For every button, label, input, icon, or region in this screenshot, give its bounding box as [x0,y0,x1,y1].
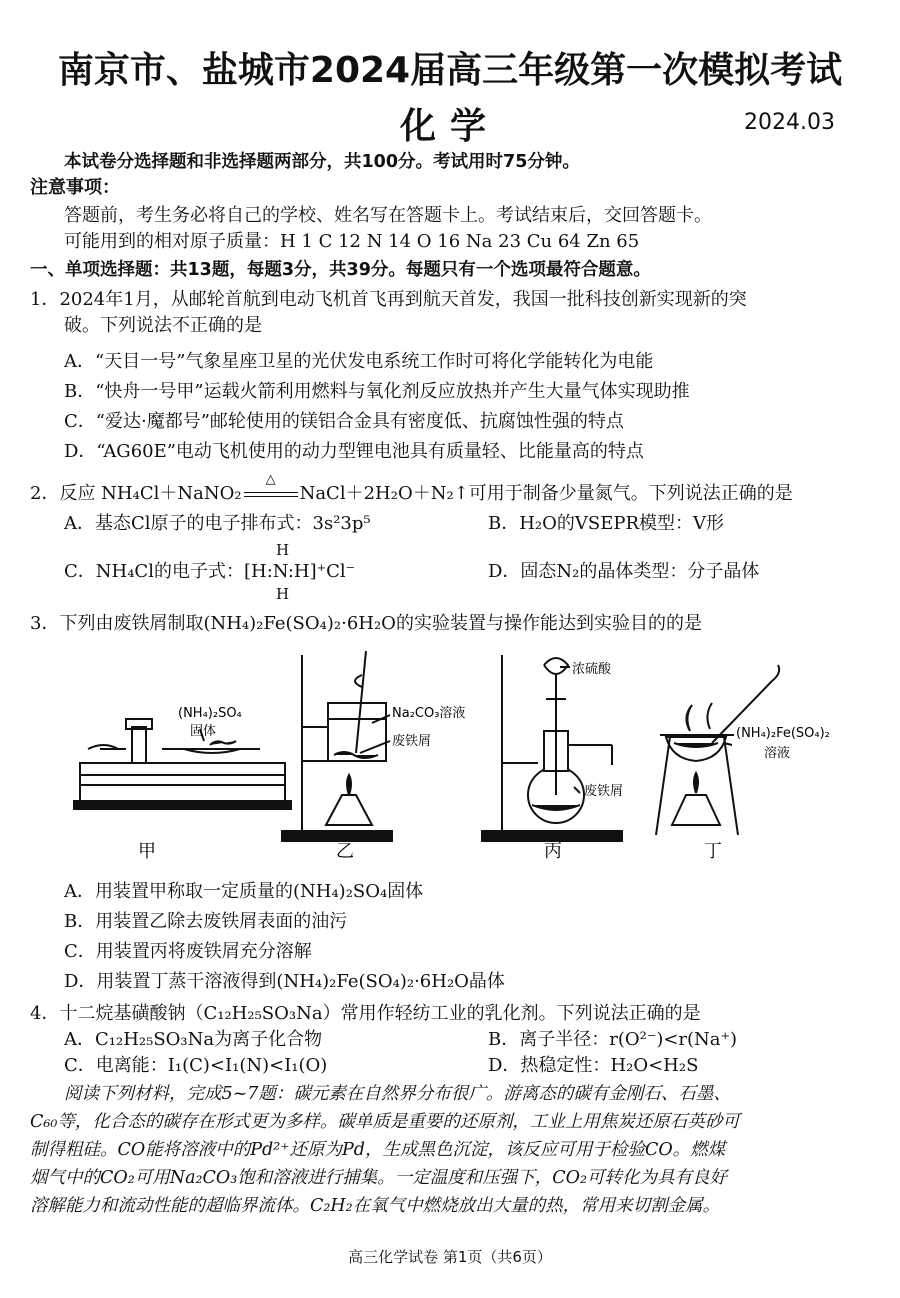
exam-title: 南京市、盐城市2024届高三年级第一次模拟考试 [57,50,843,91]
material-line-2: C₆₀等，化合态的碳存在形式更为多样。碳单质是重要的还原剂，工业上用焦炭还原石英砂可 [30,1112,740,1132]
ding-label-1: (NH₄)₂Fe(SO₄)₂ [736,726,830,741]
q1-option-b: B．“快舟一号甲”运载火箭利用燃料与氧化剂反应放热并产生大量气体实现助推 [64,381,690,402]
q3-option-c: C．用装置丙将废铁屑充分溶解 [64,941,312,962]
formula-top-h: H [275,541,290,559]
q2-option-d: D．固态N₂的晶体类型：分子晶体 [488,561,760,582]
intro-text: 本试卷分选择题和非选择题两部分，共100分。考试用时75分钟。 [64,152,580,172]
q2-reaction-arrow [242,472,300,506]
bing-label-2: 废铁屑 [584,784,624,799]
q1-option-d: D．“AG60E”电动飞机使用的动力型锂电池具有质量轻、比能量高的特点 [64,441,644,462]
q2-option-c-label: C．NH₄Cl的电子式： [64,561,244,582]
formula-main: [H:N:H]⁺Cl⁻ [243,561,356,582]
q1-option-a: A．“天目一号”气象星座卫星的光伏发电系统工作时可将化学能转化为电能 [64,351,654,372]
jia-label-1: (NH₄)₂SO₄ [178,706,242,721]
ding-label-2: 溶液 [764,746,791,761]
q2-option-a: A．基态Cl原子的电子排布式：3s²3p⁵ [64,513,371,534]
q2-stem [30,472,793,506]
apparatus-figure [60,645,860,865]
formula-bottom-h: H [275,585,290,603]
yi-label-1: Na₂CO₃溶液 [392,706,466,721]
q3-option-a: A．用装置甲称取一定质量的(NH₄)₂SO₄固体 [64,881,424,902]
subject-title: 化学 [399,106,500,147]
q1-stem-line2: 破。下列说法不正确的是 [64,315,262,336]
q1-option-c: C．“爱达·魔都号”邮轮使用的镁铝合金具有密度低、抗腐蚀性强的特点 [64,411,624,432]
notice-item-2: 可能用到的相对原子质量：H 1 C 12 N 14 O 16 Na 23 Cu 64 Zn 65 [64,231,640,252]
exam-date: 2024.03 [744,110,835,135]
material-line-4: 烟气中的CO₂可用Na₂CO₃饱和溶液进行捕集。一定温度和压强下，CO₂可转化为具有良好 [30,1168,728,1188]
q3-option-b: B．用装置乙除去废铁屑表面的油污 [64,911,348,932]
material-line-1: 阅读下列材料，完成5~7题：碳元素在自然界分布很广。游离态的碳有金刚石、石墨、 [64,1084,731,1104]
electron-formula [243,541,356,603]
evaporating-apparatus-ding [656,665,779,835]
yi-name: 乙 [336,841,354,862]
flask-apparatus-bing [482,655,622,841]
q3-stem: 3．下列由废铁屑制取(NH₄)₂Fe(SO₄)₂·6H₂O的实验装置与操作能达到实验目的的是 [30,613,702,634]
q4-option-a: A．C₁₂H₂₅SO₃Na为离子化合物 [64,1029,323,1050]
q4-option-b: B．离子半径：r(O²⁻)<r(Na⁺) [488,1029,738,1050]
q4-stem: 4．十二烷基磺酸钠（C₁₂H₂₅SO₃Na）常用作轻纺工业的乳化剂。下列说法正确的是 [30,1003,701,1024]
yi-label-2: 废铁屑 [392,734,432,749]
q3-option-d: D．用装置丁蒸干溶液得到(NH₄)₂Fe(SO₄)₂·6H₂O晶体 [64,971,505,992]
material-line-3: 制得粗硅。CO能将溶液中的Pd²⁺还原为Pd，生成黑色沉淀，该反应可用于检验CO。燃煤 [30,1140,726,1160]
jia-name: 甲 [138,841,156,862]
bing-name: 丙 [544,841,562,862]
q2-stem-reactants: 2．反应 NH₄Cl＋NaNO₂ [30,483,242,504]
notice-title: 注意事项： [30,177,120,198]
ding-name: 丁 [704,841,722,862]
q2-stem-products: NaCl＋2H₂O＋N₂↑可用于制备少量氮气。下列说法正确的是 [299,483,793,504]
q2-option-b: B．H₂O的VSEPR模型：V形 [488,513,725,534]
page-footer: 高三化学试卷 第1页（共6页） [348,1248,552,1266]
q4-option-c: C．电离能：I₁(C)<I₁(N)<I₁(O) [64,1055,328,1076]
q4-option-d: D．热稳定性：H₂O<H₂S [488,1055,699,1076]
balance-apparatus-jia [74,719,291,809]
bing-label-1: 浓硫酸 [572,662,612,677]
q1-stem-line1: 1．2024年1月，从邮轮首航到电动飞机首飞再到航天首发，我国一批科技创新实现新的突 [30,289,747,310]
material-line-5: 溶解能力和流动性能的超临界流体。C₂H₂在氧气中燃烧放出大量的热，常用来切割金属。 [30,1196,721,1216]
section-heading: 一、单项选择题：共13题，每题3分，共39分。每题只有一个选项最符合题意。 [30,260,651,280]
notice-item-1: 答题前，考生务必将自己的学校、姓名写在答题卡上。考试结束后，交回答题卡。 [64,205,712,226]
q2-option-c [64,541,356,603]
jia-label-2: 固体 [190,724,217,739]
q2-heat-condition: △ [265,472,276,487]
